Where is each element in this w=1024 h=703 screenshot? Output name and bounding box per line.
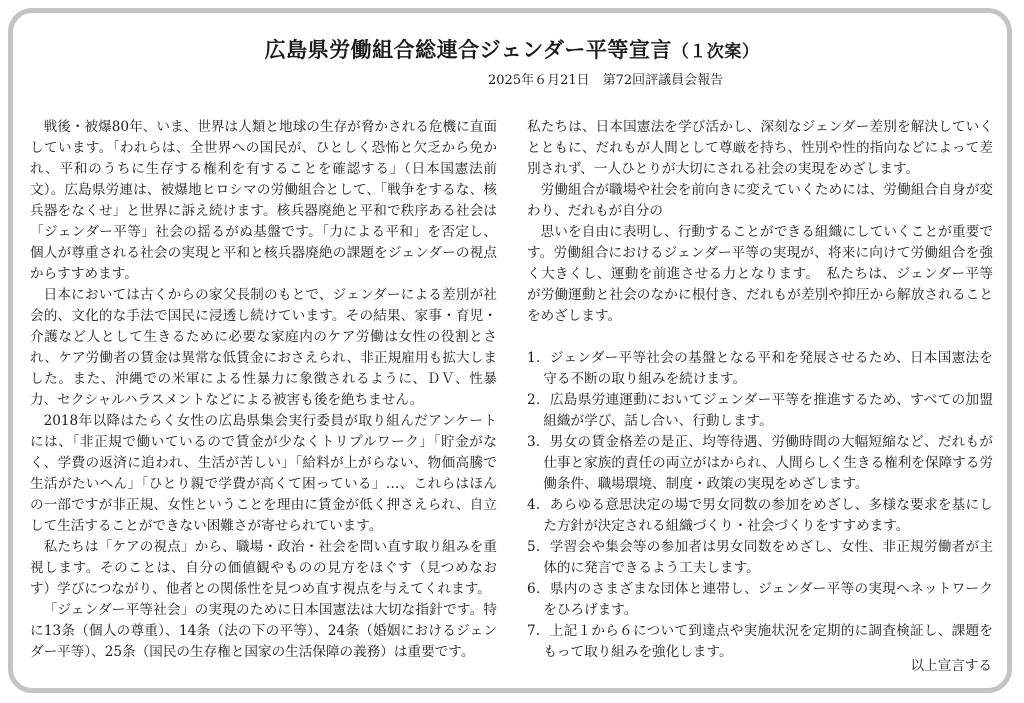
closing-statement: 以上宣言する [910, 658, 992, 674]
paragraph-peace: 戦後・被爆80年、いま、世界は人類と地球の生存が脅かされる危機に直面しています。「われらは、全世界への国民が、ひとしく恐怖と欠乏から免かれ、平和のうちに生存する権利を有することを確認する」（日本国憲法前文）。広島県労連は、被爆地ヒロシマの労働組合として、「戦争をするな、核兵器をなくせ」と世界に訴え続けます。核兵器廃絶と平和で秩序ある社会は「ジェンダー平等」社会の揺るがぬ基盤です。「力による平和」を否定し、個人が尊重される社会の実現と平和と核兵器廃絶の課題をジェンダーの視点からすすめます。 [30, 119, 497, 282]
right-column [527, 117, 993, 663]
paragraph-care-perspective: 私たちは「ケアの視点」から、職場・政治・社会を問い直す取り組みを重視します。そのことは、自分の価値観やものの見方をほぐす（見つめなおす）学びにつながり、他者との関係性を見つめ直す視点を与えてくれます。 [30, 539, 497, 597]
spacer [527, 327, 993, 348]
declaration-item: 6．県内のさまざまな団体と連帯し、ジェンダー平等の実現へネットワークをひろげます。 [527, 581, 993, 618]
title-main: 広島県労働組合総連合ジェンダー平等宣言 [264, 37, 672, 62]
declaration-item: 1．ジェンダー平等社会の基盤となる平和を発展させるため、日本国憲法を守る不断の取り組みを続けます。 [527, 350, 993, 387]
paragraph-union-change: 労働組合が職場や社会を前向きに変えていくためには、労働組合自身が変わり、だれもが自分の [527, 182, 993, 219]
declaration-item: 3．男女の賃金格差の是正、均等待遇、労働時間の大幅短縮など、だれもが仕事と家族的責任の両立がはかられ、人間らしく生きる権利を保障する労働条件、職場環境、制度・政策の実現をめざします。 [527, 434, 993, 492]
declaration-item: 4．あらゆる意思決定の場で男女同数の参加をめざし、多様な要求を基にした方針が決定される組織づくり・社会づくりをすすめます。 [527, 497, 993, 534]
paragraph-survey: 2018年以降はたらく女性の広島県集会実行委員が取り組んだアンケートには、「非正規で働いているので賃金が少なくトリプルワーク」「貯金がなく、学費の返済に追われ、生活が苦しい」「給料が上がらない、物価高騰で生活がたいへん」「ひとり親で学費が高くて困っている」…、これらはほんの一部ですが非正規、女性ということを理由に賃金が低く押さえられ、自立して生活することができない困難さが寄せられています。 [30, 413, 497, 534]
document-title [0, 34, 1024, 64]
paragraph-union-change-cont: 思いを自由に表明し、行動することができる組織にしていくことが重要です。労働組合におけるジェンダー平等の実現が、将来に向けて労働組合を強く大きくし、運動を前進させる力となります。 私たちは、ジェンダー平等が労働運動と社会のなかに根付き、だれもが差別や抑圧から解放されることをめざします。 [527, 224, 993, 324]
declaration-item: 2．広島県労連運動においてジェンダー平等を推進するため、すべての加盟組織が学び、話し合い、行動します。 [527, 392, 993, 429]
paragraph-goal: 私たちは、日本国憲法を学び活かし、深刻なジェンダー差別を解決していくとともに、だれもが人間として尊厳を持ち、性別や性的指向などによって差別されず、一人ひとりが大切にされる社会の実現をめざします。 [527, 119, 993, 177]
title-sub: （１次案） [671, 42, 760, 62]
date-line: 2025年６月21日 第72回評議員会報告 [488, 73, 724, 88]
paragraph-patriarchy: 日本においては古くからの家父長制のもとで、ジェンダーによる差別が社会的、文化的な手法で国民に浸透し続けています。その結果、家事・育児・介護など人として生きるために必要な家庭内のケア労働は女性の役割とされ、ケア労働者の賃金は異常な低賃金におさえられ、非正規雇用も拡大しました。また、沖縄での米軍による性暴力に象徴されるように、ＤＶ、性暴力、セクシャルハラスメントなどによる被害も後を絶ちません。 [30, 287, 497, 408]
declaration-item: 7．上記１から６について到達点や実施状況を定期的に調査検証し、課題をもって取り組みを強化します。 [527, 623, 993, 660]
declaration-list [527, 348, 993, 663]
declaration-item: 5．学習会や集会等の参加者は男女同数をめざし、女性、非正規労働者が主体的に発言できるよう工夫します。 [527, 539, 993, 576]
paragraph-constitution: 「ジェンダー平等社会」の実現のために日本国憲法は大切な指針です。特に13条（個人の尊重）、14条（法の下の平等）、24条（婚姻におけるジェンダー平等）、25条（国民の生存権と国家の生活保障の義務）は重要です。 [30, 602, 497, 660]
left-column [30, 117, 497, 663]
